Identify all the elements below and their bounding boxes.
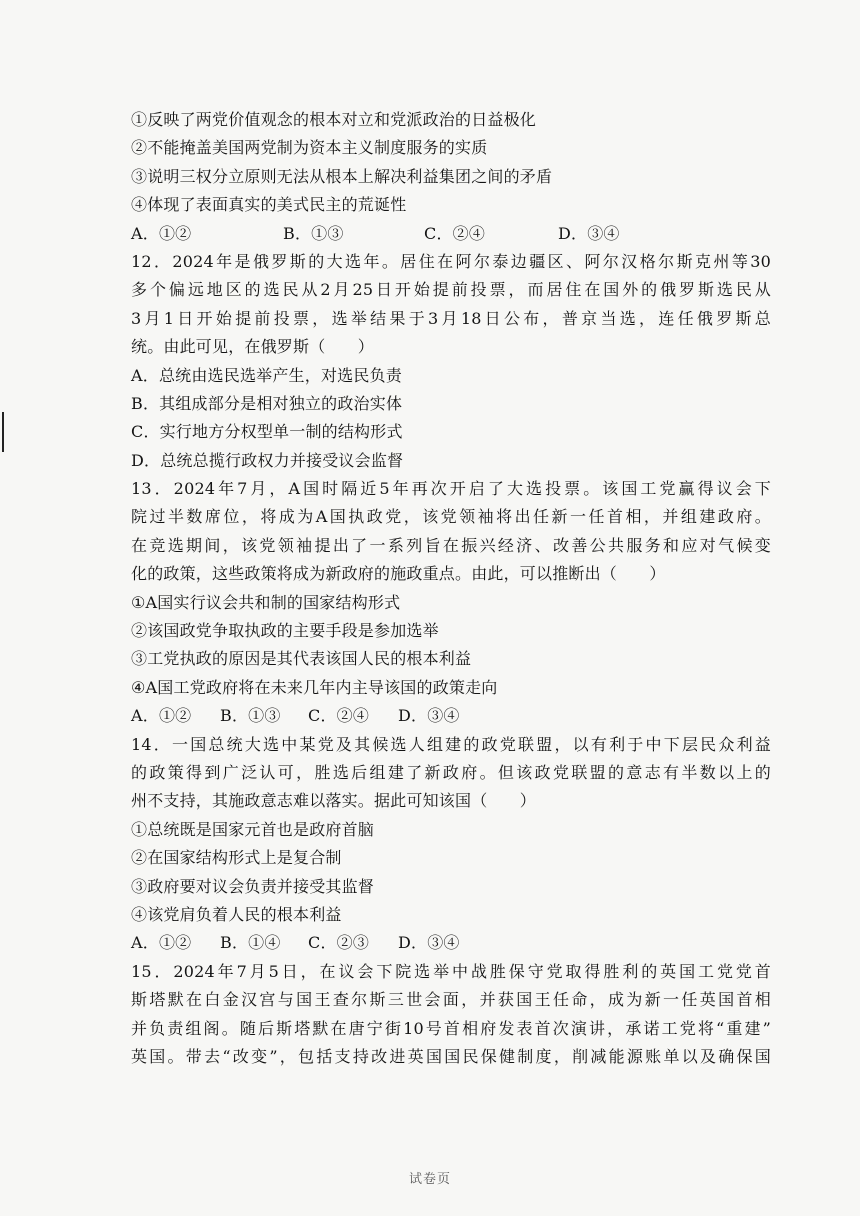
q14-stem-line-2: 的政策得到广泛认可，胜选后组建了新政府。但该政党联盟的意志有半数以上的 [131,762,771,782]
page-footer: 试卷页 [408,1172,451,1187]
q11-choice-d: D．③④ [558,223,620,243]
q15-stem-line-3: 并负责组阁。随后斯塔默在唐宁街10号首相府发表首次演讲，承诺工党将“重建” [131,1018,771,1038]
q11-option-2: ②不能掩盖美国两党制为资本主义制度服务的实质 [131,138,488,158]
q12-stem-line-3: 3月1日开始提前投票，选举结果于3月18日公布，普京当选，连任俄罗斯总 [131,308,771,328]
q13-choice-a: A．①② [131,706,192,726]
q14-item-4: ④该党肩负着人民的根本利益 [131,904,342,924]
q14-choice-c: C．②③ [308,933,370,953]
q14-choice-a: A．①② [131,933,192,953]
q14-stem-line-1: 14．一国总统大选中某党及其候选人组建的政党联盟，以有利于中下层民众利益 [131,734,771,754]
q13-stem-line-2: 院过半数席位，将成为A国执政党，该党领袖将出任新一任首相，并组建政府。 [131,507,771,527]
q14-choice-b: B．①④ [220,933,281,953]
q13-stem-line-1: 13．2024年7月，A国时隔近5年再次开启了大选投票。该国工党赢得议会下 [131,479,771,499]
q13-stem-line-3: 在竞选期间，该党领袖提出了一系列旨在振兴经济、改善公共服务和应对气候变 [131,535,771,555]
q14-choices [131,929,771,957]
question-content [131,106,771,1071]
q13-choice-d: D．③④ [398,706,460,726]
q11-option-1: ①反映了两党价值观念的根本对立和党派政治的日益极化 [131,110,537,129]
q12-stem-line-4: 统。由此可见，在俄罗斯（ ） [131,337,375,357]
q11-choice-a: A．①② [131,223,192,243]
q14-item-3: ③政府要对议会负责并接受其监督 [131,876,375,896]
q12-option-c: C．实行地方分权型单一制的结构形式 [131,422,403,442]
q11-choice-b: B．①③ [283,223,344,243]
q12-option-d: D．总统总揽行政权力并接受议会监督 [131,450,404,470]
q13-item-1: ①A国实行议会共和制的国家结构形式 [131,592,401,612]
q14-item-1: ①总统既是国家元首也是政府首脑 [131,819,375,839]
q13-choices [131,702,771,730]
q14-choice-d: D．③④ [398,933,460,953]
q12-option-a: A．总统由选民选举产生，对选民负责 [131,365,402,385]
q11-choice-c: C．②④ [424,223,486,243]
q14-stem-line-3: 州不支持，其施政意志难以落实。据此可知该国（ ） [131,791,537,811]
q13-stem-line-4: 化的政策，这些政策将成为新政府的施政重点。由此，可以推断出（ ） [131,564,666,584]
q13-item-4: ④A国工党政府将在未来几年内主导该国的政策走向 [131,677,498,697]
margin-mark [2,412,4,452]
q11-option-3: ③说明三权分立原则无法从根本上解决利益集团之间的矛盾 [131,166,553,186]
q15-stem-line-4: 英国。带去“改变”，包括支持改进英国国民保健制度，削减能源账单以及确保国 [131,1046,771,1066]
q13-item-3: ③工党执政的原因是其代表该国人民的根本利益 [131,649,472,669]
q13-item-2: ②该国政党争取执政的主要手段是参加选举 [131,621,439,641]
q15-stem-line-2: 斯塔默在白金汉宫与国王查尔斯三世会面，并获国王任命，成为新一任英国首相 [131,990,771,1010]
q12-stem-line-1: 12．2024年是俄罗斯的大选年。居住在阿尔泰边疆区、阿尔汉格尔斯克州等30 [131,251,771,271]
q15-stem-line-1: 15．2024年7月5日，在议会下院选举中战胜保守党取得胜利的英国工党党首 [131,961,771,981]
q14-item-2: ②在国家结构形式上是复合制 [131,848,342,868]
q12-stem-line-2: 多个偏远地区的选民从2月25日开始提前投票，而居住在国外的俄罗斯选民从 [131,280,771,300]
q13-choice-c: C．②④ [308,706,370,726]
q13-choice-b: B．①③ [220,706,281,726]
q11-choices [131,220,771,248]
q12-option-b: B．其组成部分是相对独立的政治实体 [131,393,403,413]
q11-option-4: ④体现了表面真实的美式民主的荒诞性 [131,195,407,215]
